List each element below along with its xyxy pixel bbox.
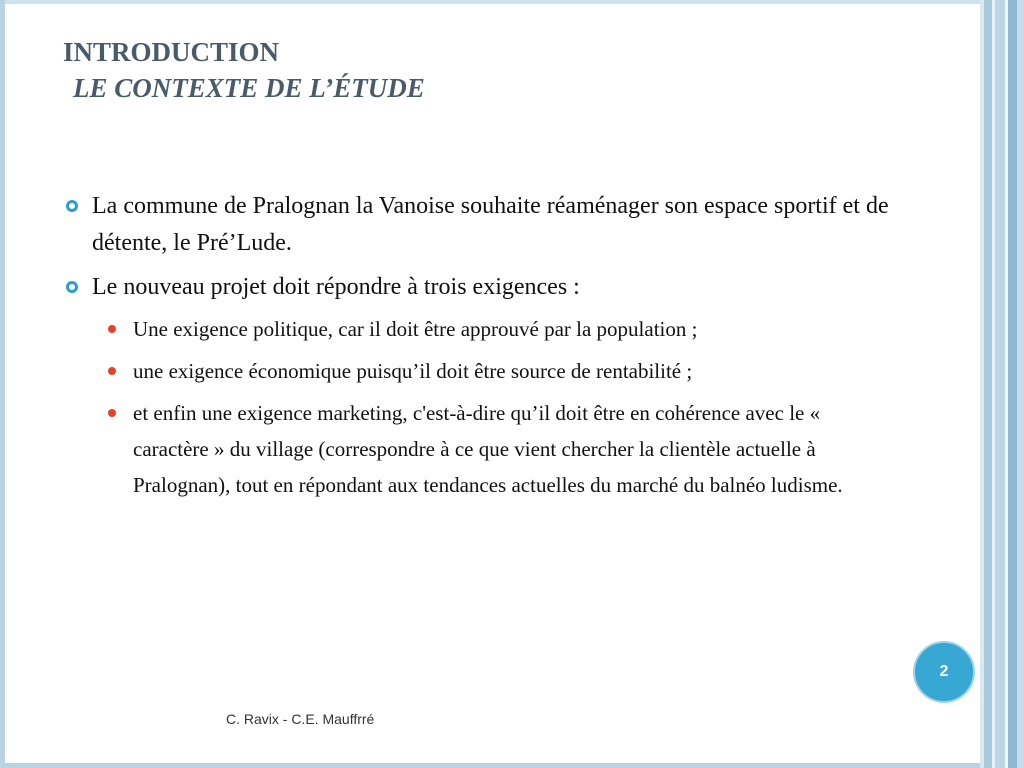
title-line-1: INTRODUCTION: [63, 37, 280, 67]
sub-bullet-text: Une exigence politique, car il doit être approuvé par la population ;: [133, 317, 698, 341]
bullet-text: Le nouveau projet doit répondre à trois exigences :: [92, 274, 580, 300]
ring-bullet-icon: [66, 281, 78, 293]
page-number-badge: [913, 641, 975, 703]
sub-bullet-item: [64, 353, 894, 389]
frame-left-border: [0, 0, 5, 768]
sub-bullet-item: [64, 395, 894, 503]
slide-title: [63, 34, 425, 106]
dot-bullet-icon: [108, 367, 116, 375]
title-line-2: LE CONTEXTE DE L’ÉTUDE: [73, 73, 425, 103]
dot-bullet-icon: [108, 409, 116, 417]
page-number: 2: [939, 663, 949, 680]
decorative-stripes: [980, 0, 1024, 768]
sub-bullet-text: une exigence économique puisqu’il doit être source de rentabilité ;: [133, 359, 693, 383]
slide-content: [64, 188, 894, 509]
footer-authors: C. Ravix - C.E. Mauffrré: [226, 711, 375, 727]
bullet-text: La commune de Pralognan la Vanoise souhaite réaménager son espace sportif et de détente, le Pré’Lude.: [92, 193, 889, 256]
sub-bullet-text: et enfin une exigence marketing, c'est-à-dire qu’il doit être en cohérence avec le « caractère » du village (correspondre à ce que vient chercher la clientèle actuelle à Pralognan), tout en répondant aux tendances actuelles du marché du balnéo ludisme.: [133, 401, 843, 497]
ring-bullet-icon: [66, 200, 78, 212]
sub-bullet-list: [64, 311, 894, 503]
dot-bullet-icon: [108, 325, 116, 333]
bullet-item: [64, 188, 894, 262]
frame-top-border: [0, 0, 980, 4]
frame-bottom-border: [0, 763, 980, 768]
sub-bullet-item: [64, 311, 894, 347]
bullet-item: [64, 269, 894, 306]
